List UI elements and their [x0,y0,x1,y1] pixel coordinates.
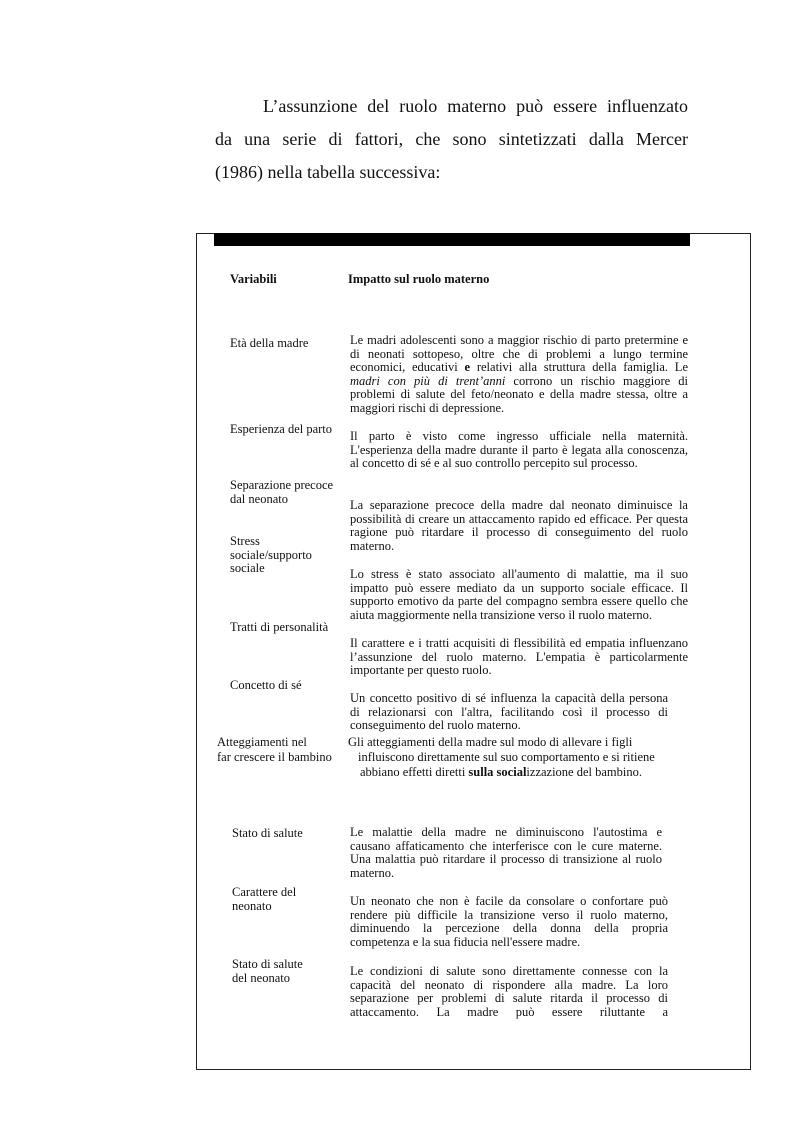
variable-stato-salute: Stato di salute [232,826,303,840]
intro-paragraph [215,90,688,189]
variable-esperienza-parto: Esperienza del parto [230,422,333,436]
impact-tratti-personalita: Il carattere e i tratti acquisiti di flessibilità ed empatia influenzano l’assunzione del ruolo materno. L'empatia è particolarmente importante per questo ruolo. [350,636,688,678]
impact-atteggiamenti-line-3: abbiano effetti diretti sulla socializzazione del bambino. [360,765,642,779]
impact-stress-supporto: Lo stress è stato associato all'aumento di malattie, ma il suo impatto può essere mediato da un supporto sociale efficace. Il supporto emotivo da parte del compagno sembra essere quello che aiuta maggiormente nella transizione verso il ruolo materno. [350,567,688,622]
variable-eta-madre: Età della madre [230,336,309,350]
variable-stress-supporto: Stress sociale/supporto sociale [230,534,312,576]
column-header-impact: Impatto sul ruolo materno [348,272,490,286]
impact-stato-salute-neonato: Le condizioni di salute sono direttamente connesse con la capacità del neonato di rispondere alla madre. La loro separazione per problemi di salute ritarda il processo di attaccamento. La madre può essere riluttante a [350,964,668,1019]
column-header-variables: Variabili [230,272,277,286]
intro-line-2: da una serie di fattori, che sono sintetizzati dalla Mercer [215,129,688,149]
impact-atteggiamenti-line-1: Gli atteggiamenti della madre sul modo di allevare i figli [348,735,633,749]
impact-atteggiamenti-line-2: influiscono direttamente sul suo comportamento e si ritiene [358,750,655,764]
impact-eta-madre: Le madri adolescenti sono a maggior rischio di parto pretermine e di neonati sottopeso, oltre che di problemi a lungo termine economici, educativi e relativi alla struttura della famiglia. Le madri con più di trent’anni corrono un rischio maggiore di problemi di salute del feto/neonato e della madre stessa, oltre a maggiori rischi di depressione. [350,333,688,415]
variable-carattere-neonato: Carattere del neonato [232,885,297,913]
table-top-rule [214,233,690,246]
variable-concetto-se: Concetto di sé [230,678,302,692]
intro-line-1: L’assunzione del ruolo materno può essere influenzato [263,96,688,116]
impact-carattere-neonato: Un neonato che non è facile da consolare o confortare può rendere più difficile la transizione verso il ruolo materno, diminuendo la percezione della donna della propria competenza e la sua fiducia nell'essere madre. [350,894,668,949]
variable-stato-salute-neonato: Stato di salute del neonato [232,957,303,985]
variable-atteggiamenti-line-2: far crescere il bambino [217,750,332,764]
impact-esperienza-parto: Il parto è visto come ingresso ufficiale nella maternità. L'esperienza della madre durante il parto è legata alla conoscenza, al concetto di sé e al suo controllo percepito sul processo. [350,429,688,471]
variable-separazione-precoce: Separazione precoce dal neonato [230,478,334,506]
variable-tratti-personalita: Tratti di personalità [230,620,329,634]
impact-concetto-se: Un concetto positivo di sé influenza la capacità della persona di relazionarsi con l'altra, facilitando così il processo di conseguimento del ruolo materno. [350,691,668,733]
variable-atteggiamenti-line-1: Atteggiamenti nel [217,735,307,749]
impact-separazione-precoce: La separazione precoce della madre dal neonato diminuisce la possibilità di creare un attaccamento rapido ed efficace. Per questa ragione può ritardare il processo di conseguimento del ruolo materno. [350,498,688,553]
impact-stato-salute: Le malattie della madre ne diminuiscono l'autostima e causano affaticamento che interferisce con le cure materne. Una malattia può ritardare il processo di transizione al ruolo materno. [350,825,662,880]
intro-line-3: (1986) nella tabella successiva: [215,162,441,182]
